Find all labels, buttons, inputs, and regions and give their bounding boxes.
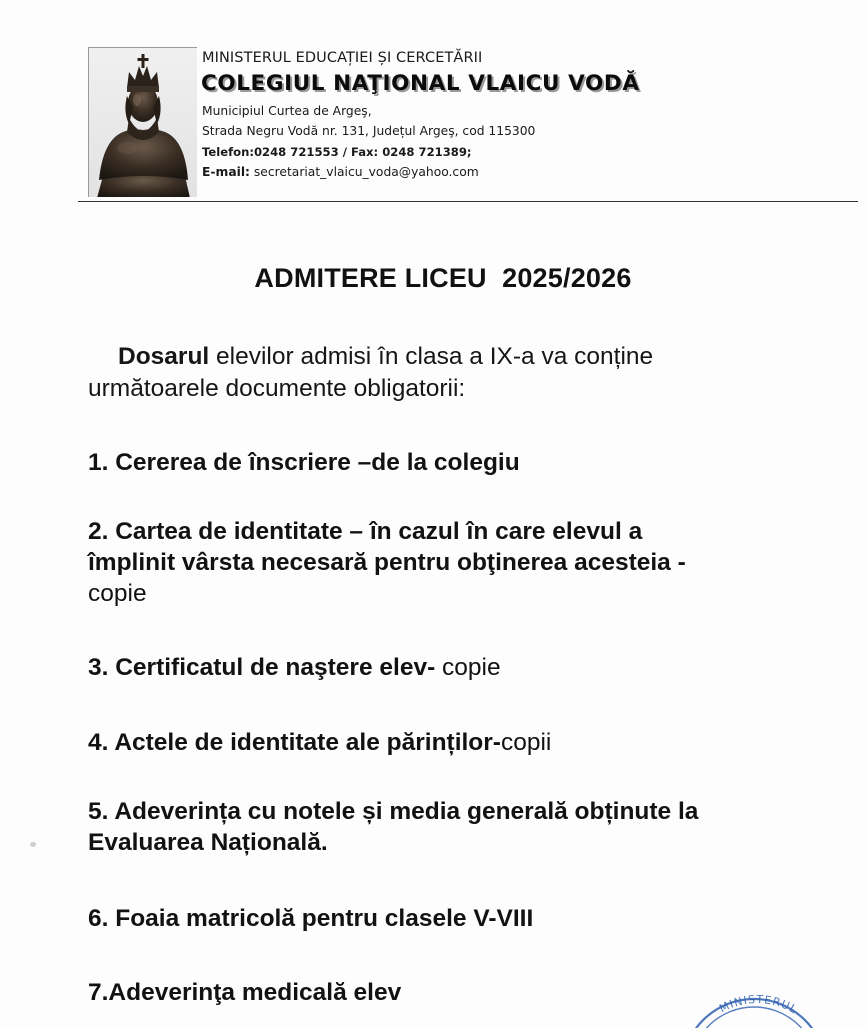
stamp-icon bbox=[666, 995, 866, 1028]
item-2-line-1: 2. Cartea de identitate – în cazul în care elevul a bbox=[88, 518, 643, 545]
header-divider bbox=[78, 201, 858, 202]
college-email bbox=[202, 165, 479, 179]
intro-paragraph bbox=[88, 341, 788, 405]
item-6-text: 6. Foaia matricolă pentru clasele V-VIII bbox=[88, 905, 534, 932]
email-label: E-mail: bbox=[202, 165, 250, 179]
portrait-image bbox=[89, 48, 197, 197]
item-5-line-2: Evaluarea Națională. bbox=[88, 829, 328, 856]
official-stamp bbox=[666, 995, 866, 1028]
list-item bbox=[88, 447, 788, 478]
svg-text:MINISTERUL bbox=[717, 995, 799, 1016]
list-item bbox=[88, 903, 788, 934]
stamp-text: MINISTERUL bbox=[717, 995, 800, 1017]
list-item bbox=[88, 796, 788, 858]
scan-speck bbox=[30, 842, 36, 847]
college-street-address: Strada Negru Vodă nr. 131, Județul Argeş, cod 115300 bbox=[202, 124, 536, 138]
intro-line-2: următoarele documente obligatorii: bbox=[88, 375, 466, 402]
item-2-line-3: copie bbox=[88, 580, 147, 607]
college-name: COLEGIUL NAŢIONAL VLAICU VODĂ bbox=[201, 71, 640, 96]
item-4-plain: copii bbox=[500, 729, 552, 756]
list-item bbox=[88, 727, 788, 758]
voivode-portrait bbox=[88, 47, 197, 197]
item-3-bold: 3. Certificatul de naştere elev- bbox=[88, 654, 436, 681]
item-1-text: 1. Cererea de înscriere –de la colegiu bbox=[88, 449, 520, 476]
item-4-bold: 4. Actele de identitate ale părinților- bbox=[88, 729, 501, 756]
item-7-text: 7.Adeverinţa medicală elev bbox=[88, 979, 402, 1006]
college-phone-fax: Telefon:0248 721553 / Fax: 0248 721389; bbox=[202, 145, 472, 159]
list-item bbox=[88, 652, 788, 683]
document-title: ADMITERE LICEU 2025/2026 bbox=[254, 263, 632, 293]
ministry-name: MINISTERUL EDUCAȚIEI ȘI CERCETĂRII bbox=[202, 50, 483, 66]
item-5-line-1: 5. Adeverința cu notele și media generală obținute la bbox=[88, 798, 699, 825]
intro-rest: elevilor admisi în clasa a IX-a va conține bbox=[209, 343, 654, 370]
item-3-plain: copie bbox=[435, 654, 501, 681]
intro-line-1 bbox=[88, 341, 788, 373]
item-2-line-2: împlinit vârsta necesară pentru obţinerea acesteia - bbox=[88, 549, 686, 576]
college-city: Municipiul Curtea de Argeş, bbox=[202, 104, 372, 118]
email-value: secretariat_vlaicu_voda@yahoo.com bbox=[249, 165, 479, 179]
list-item bbox=[88, 516, 788, 609]
intro-bold-word: Dosarul bbox=[118, 343, 210, 370]
